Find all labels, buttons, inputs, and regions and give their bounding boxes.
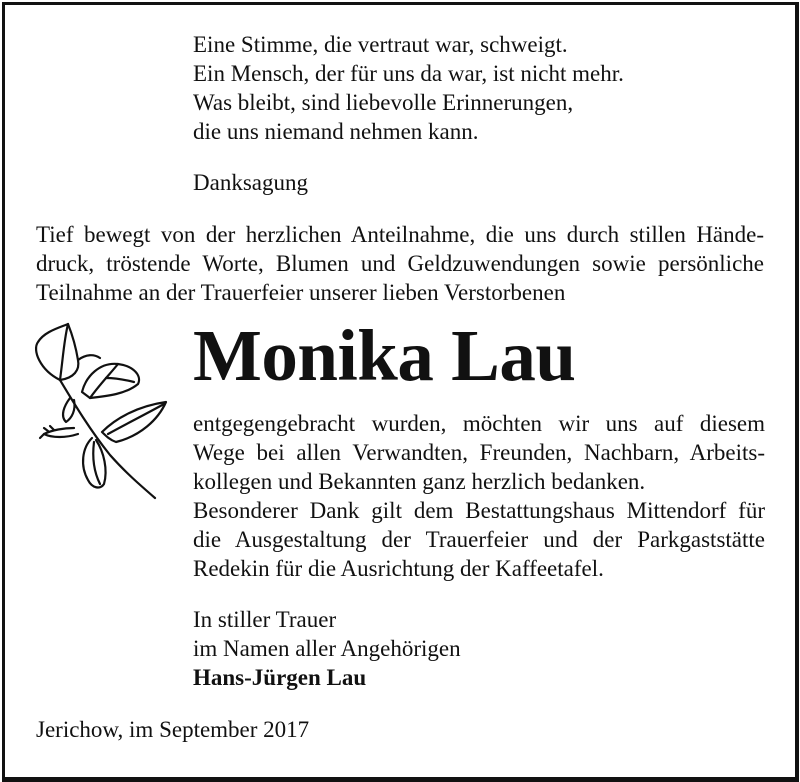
closing-line: im Namen aller Angehörigen xyxy=(193,636,461,661)
calla-lily-icon xyxy=(30,320,170,505)
place-date: Jerichow, im September 2017 xyxy=(36,717,310,742)
poem-line: Eine Stimme, die vertraut war, schweigt. xyxy=(193,32,568,57)
body-line: die Ausgestaltung der Trauerfeier und der Parkgaststätte xyxy=(193,527,765,552)
signer-name: Hans-Jürgen Lau xyxy=(193,665,367,690)
body-line: kollegen und Bekannten ganz herzlich bedanken. xyxy=(193,469,646,494)
intro-line: druck, tröstende Worte, Blumen und Geldzuwendungen sowie persönliche xyxy=(36,251,764,276)
closing-block xyxy=(193,606,461,693)
poem-line: Was bleibt, sind liebevolle Erinnerungen, xyxy=(193,90,574,115)
body-line: Wege bei allen Verwandten, Freunden, Nachbarn, Arbeits- xyxy=(193,440,765,465)
intro-line: Teilnahme an der Trauerfeier unserer lieben Verstorbenen xyxy=(36,280,566,305)
heading-danksagung: Danksagung xyxy=(193,170,308,195)
closing-line: In stiller Trauer xyxy=(193,607,337,632)
intro-paragraph xyxy=(36,221,764,308)
poem-line: Ein Mensch, der für uns da war, ist nicht mehr. xyxy=(193,61,624,86)
intro-line: Tief bewegt von der herzlichen Anteilnahme, die uns durch stillen Hände- xyxy=(36,222,764,247)
poem-line: die uns niemand nehmen kann. xyxy=(193,119,479,144)
thanks-paragraph xyxy=(193,410,765,584)
body-line: Redekin für die Ausrichtung der Kaffeetafel. xyxy=(193,556,604,581)
body-line: Besonderer Dank gilt dem Bestattungshaus Mittendorf für xyxy=(193,498,765,523)
body-line: entgegengebracht wurden, möchten wir uns auf diesem xyxy=(193,411,765,436)
deceased-name: Monika Lau xyxy=(193,315,576,396)
poem xyxy=(193,31,624,147)
